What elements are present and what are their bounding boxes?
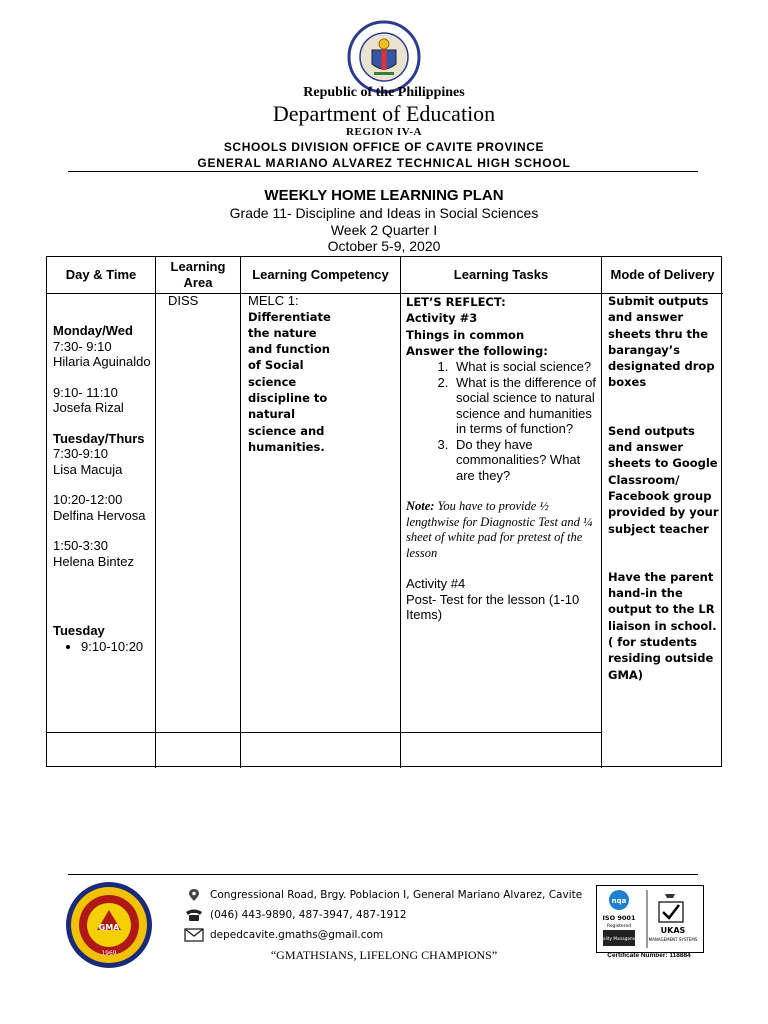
school-slogan: “GMATHSIANS, LIFELONG CHAMPIONS” [270, 948, 498, 962]
iso-label: ISO 9001 [602, 914, 636, 922]
note-paragraph [406, 499, 596, 561]
tasks-cell [406, 294, 596, 623]
row-divider [47, 732, 601, 733]
plan-title: WEEKLY HOME LEARNING PLAN [264, 187, 504, 204]
phone-text: (046) 443-9890, 487-3947, 487-1912 [210, 909, 407, 921]
footer-address [184, 888, 582, 902]
activity-4-text: Post- Test for the lesson (1-10 Items) [406, 591, 580, 623]
col-divider [155, 257, 156, 768]
note-text: You have to provide ½ lengthwise for Diagnostic Test and ¼ sheet of white pad for pretest of the lesson [406, 499, 593, 560]
location-pin-icon [184, 888, 204, 902]
question-item: 3. Do they have commonalities? What are they? [452, 437, 596, 484]
schedule-time: 7:30-9:10 [53, 446, 108, 461]
schedule-time: 10:20-12:00 [53, 492, 123, 507]
col-divider [601, 257, 602, 768]
activity-3-title: Things in common [406, 327, 525, 342]
delivery-cell [608, 293, 720, 683]
delivery-option-parent: Have the parent hand-in the output to the LR liaison in school. ( for students residing outside GMA) [608, 569, 717, 682]
schedule-day-monday-wed: Monday/Wed [53, 323, 133, 338]
ukas-sub: MANAGEMENT SYSTEMS [648, 937, 698, 942]
footer-phone [184, 908, 407, 922]
schedule-teacher: Josefa Rizal [53, 400, 124, 415]
schedule-teacher: Helena Bintez [53, 553, 134, 569]
lets-reflect-heading: LET’S REFLECT: [406, 295, 506, 309]
telephone-icon [184, 908, 204, 922]
competency-cell [248, 293, 338, 455]
activity-3-label: Activity #3 [406, 311, 478, 326]
competency-code: MELC 1: [248, 293, 299, 308]
footer-divider [68, 874, 698, 875]
certificate-number: Certificate Number: 118884 [607, 952, 691, 959]
col-divider [240, 257, 241, 768]
note-label: Note: [406, 499, 435, 514]
delivery-option-online: Send outputs and answer sheets to Google Classroom/ Facebook group provided by your subject teacher [608, 423, 719, 536]
delivery-option-dropbox: Submit outputs and answer sheets thru the barangay’s designated drop boxes [608, 294, 715, 390]
header-mode-of-delivery: Mode of Delivery [610, 267, 715, 282]
header-day-time: Day & Time [65, 267, 137, 282]
header-learning-competency: Learning Competency [252, 267, 389, 282]
learning-plan-table [46, 256, 722, 767]
svg-text:nqa: nqa [611, 897, 627, 905]
iso-ukas-certification-badge [596, 885, 704, 953]
footer-email [184, 928, 383, 942]
schedule-teacher: Delfina Hervosa [53, 507, 146, 523]
schedule-teacher: Lisa Macuja [53, 461, 123, 477]
col-divider [400, 257, 401, 768]
instruction-label: Answer the following: [406, 343, 548, 358]
header-learning-tasks: Learning Tasks [453, 267, 549, 282]
division-line: SCHOOLS DIVISION OFFICE OF CAVITE PROVINCE [223, 140, 545, 154]
schedule-bullet-item: • 9:10-10:20 [81, 639, 153, 655]
ukas-label: UKAS [660, 926, 686, 935]
plan-subject: Grade 11- Discipline and Ideas in Social Sciences [229, 205, 539, 221]
questions-list [406, 359, 596, 483]
deped-seal-logo [347, 20, 421, 94]
learning-area-value: DISS [168, 293, 199, 308]
logo-year: 1969 [101, 950, 117, 957]
email-text: depedcavite.gmaths@gmail.com [210, 929, 384, 941]
header-learning-area: Learning Area [170, 259, 226, 290]
schedule-time: 1:50-3:30 [53, 538, 108, 553]
schedule-cell [53, 323, 153, 654]
question-item: 1. What is social science? [452, 359, 596, 375]
envelope-icon [184, 928, 204, 942]
logo-text: GMA [98, 923, 120, 932]
activity-4-label: Activity #4 [406, 576, 466, 592]
plan-week: Week 2 Quarter I [330, 222, 438, 238]
competency-text: Differentiate the nature and function of Social science discipline to natural science and humanities. [248, 309, 331, 454]
schedule-teacher: Hilaria Aguinaldo [53, 354, 151, 369]
schedule-bullet-list [53, 639, 153, 655]
iso-sub: Registered [606, 924, 632, 929]
question-item: 2. What is the difference of social science to natural science and humanities in terms of function? [452, 375, 596, 437]
schedule-day-tuesday-thurs: Tuesday/Thurs [53, 430, 145, 446]
school-line: GENERAL MARIANO ALVAREZ TECHNICAL HIGH SCHOOL [197, 156, 571, 170]
school-logo [64, 880, 154, 970]
republic-line: Republic of the Philippines [303, 85, 465, 100]
schedule-time: 7:30- 9:10 [53, 338, 112, 354]
region-line: REGION IV-A [346, 126, 422, 138]
address-text: Congressional Road, Brgy. Poblacion I, General Mariano Alvarez, Cavite [210, 889, 583, 901]
schedule-day-tuesday: Tuesday [53, 623, 105, 638]
iso-qm: Quality Management [597, 936, 641, 941]
schedule-time: 9:10- 11:10 [53, 384, 118, 400]
header-divider [68, 171, 698, 172]
department-title: Department of Education [272, 101, 496, 126]
plan-dates: October 5-9, 2020 [327, 238, 441, 254]
